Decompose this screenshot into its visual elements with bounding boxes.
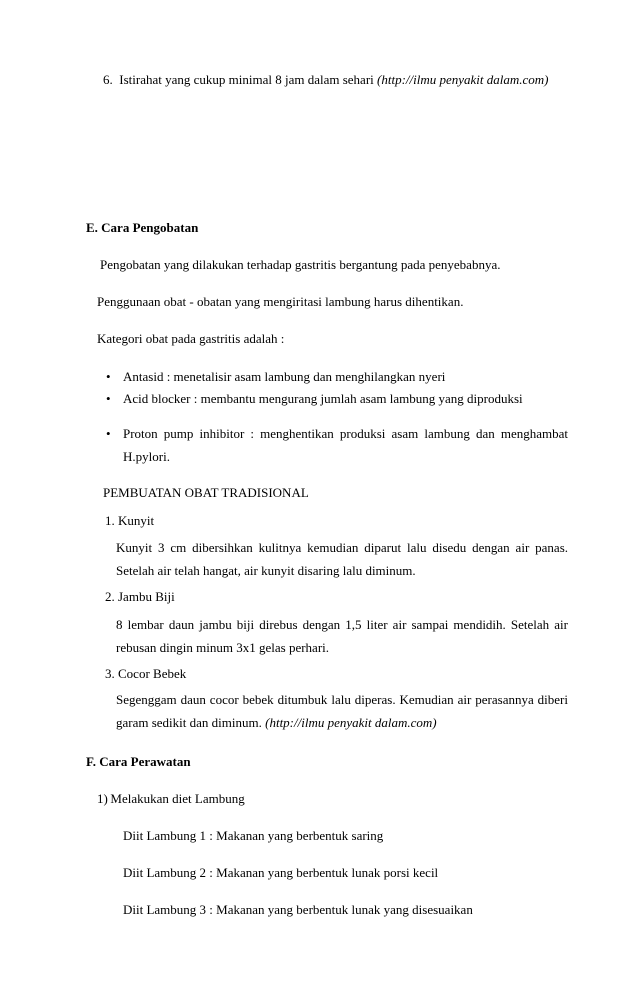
rest-item-citation: (http://ilmu penyakit dalam.com) bbox=[377, 72, 549, 87]
bullet-icon: • bbox=[106, 391, 111, 406]
section-e-heading: E. Cara Pengobatan bbox=[86, 220, 199, 235]
remedy-title-cocor-bebek: 3. Cocor Bebek bbox=[105, 666, 187, 681]
diet-item-2: Diit Lambung 2 : Makanan yang berbentuk lunak porsi kecil bbox=[123, 865, 439, 880]
diet-item-3: Diit Lambung 3 : Makanan yang berbentuk lunak yang disesuaikan bbox=[123, 902, 473, 917]
bullet-item-antasid: Antasid : menetalisir asam lambung dan menghilangkan nyeri bbox=[123, 369, 446, 384]
diet-item-1: Diit Lambung 1 : Makanan yang berbentuk saring bbox=[123, 828, 384, 843]
remedy-text-cocor-bebek-body: Segenggam daun cocor bebek ditumbuk lalu diperas. Kemudian air perasannya diberi garam sedikit dan diminum. bbox=[116, 692, 568, 730]
remedy-title-kunyit: 1. Kunyit bbox=[105, 513, 155, 528]
rest-item bbox=[103, 72, 549, 88]
rest-item-text: Istirahat yang cukup minimal 8 jam dalam sehari bbox=[119, 72, 374, 87]
section-e-para2: Penggunaan obat - obatan yang mengiritasi lambung harus dihentikan. bbox=[97, 294, 464, 309]
remedy-citation: (http://ilmu penyakit dalam.com) bbox=[265, 715, 437, 730]
remedy-text-kunyit: Kunyit 3 cm dibersihkan kulitnya kemudian diparut lalu disedu dengan air panas. Setelah air telah hangat, air kunyit disaring lalu diminum. bbox=[116, 540, 568, 578]
bullet-icon: • bbox=[106, 426, 111, 441]
remedy-title-jambu-biji: 2. Jambu Biji bbox=[105, 589, 175, 604]
remedy-text-jambu-biji: 8 lembar daun jambu biji direbus dengan 1,5 liter air sampai mendidih. Setelah air rebusan dingin minum 3x1 gelas perhari. bbox=[116, 617, 568, 655]
bullet-icon: • bbox=[106, 369, 111, 384]
bullet-item-proton-pump: Proton pump inhibitor : menghentikan produksi asam lambung dan menghambat H.pylori. bbox=[123, 426, 568, 464]
section-e-para1: Pengobatan yang dilakukan terhadap gastritis bergantung pada penyebabnya. bbox=[100, 257, 501, 272]
section-f-heading: F. Cara Perawatan bbox=[86, 754, 191, 769]
section-e-para3: Kategori obat pada gastritis adalah : bbox=[97, 331, 285, 346]
section-f-item1: 1) Melakukan diet Lambung bbox=[97, 791, 245, 806]
traditional-medicine-heading: PEMBUATAN OBAT TRADISIONAL bbox=[103, 485, 309, 500]
rest-item-number: 6. bbox=[103, 72, 113, 87]
bullet-item-acid-blocker: Acid blocker : membantu mengurang jumlah asam lambung yang diproduksi bbox=[123, 391, 523, 406]
remedy-text-cocor-bebek bbox=[116, 688, 568, 734]
